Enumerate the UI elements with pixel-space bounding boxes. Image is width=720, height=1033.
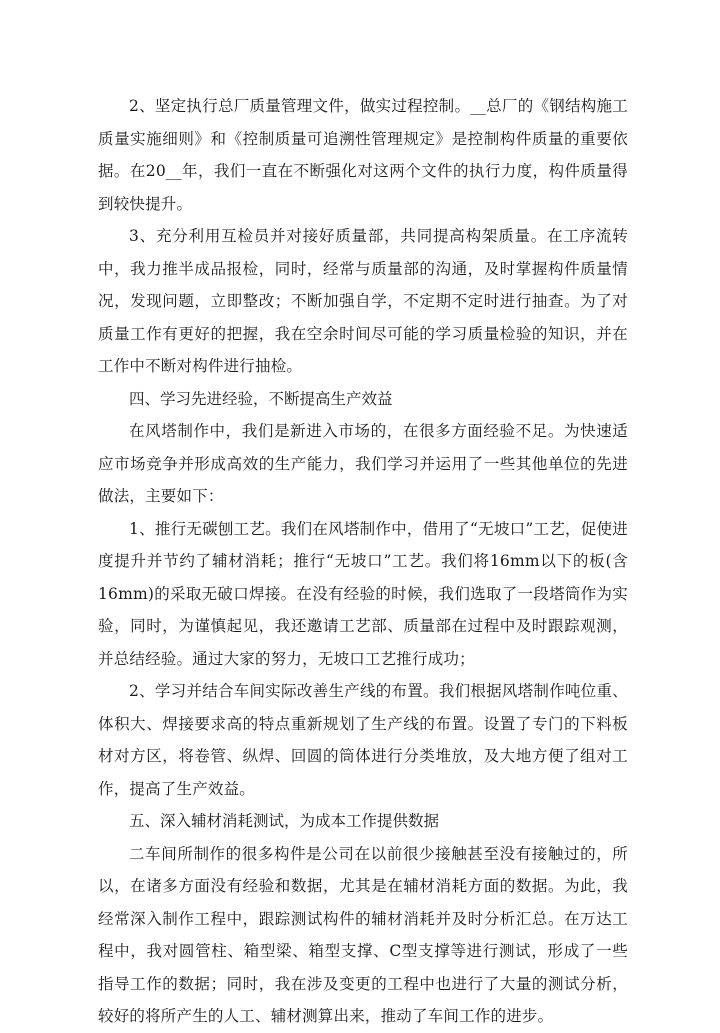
- document-body: [98, 90, 628, 1033]
- paragraph-wind-tower-intro: 在风塔制作中，我们是新进入市场的，在很多方面经验不足。为快速适应市场竞争并形成高效的生产能力，我们学习并运用了一些其他单位的先进做法，主要如下：: [98, 422, 628, 505]
- paragraph-no-groove-process: 1、推行无碳刨工艺。我们在风塔制作中，借用了“无坡口”工艺，促使进度提升并节约了辅材消耗；推行“无坡口”工艺。我们将16mm以下的板(含16mm)的采取无破口焊接。在没有经验的时候，我们选取了一段塔筒作为实验，同时，为谨慎起见，我还邀请工艺部、质量部在过程中及时跟踪观测，并总结经验。通过大家的努力，无坡口工艺推行成功；: [98, 519, 628, 668]
- paragraph-inspector-cooperation: 3、充分利用互检员并对接好质量部，共同提高构架质量。在工序流转中，我力推半成品报检，同时，经常与质量部的沟通，及时掌握构件质量情况，发现问题，立即整改；不断加强自学，不定期不定时进行抽查。为了对质量工作有更好的把握，我在空余时间尽可能的学习质量检验的知识，并在工作中不断对构件进行抽检。: [98, 227, 628, 375]
- section-heading-five: 五、深入辅材消耗测试，为成本工作提供数据: [129, 812, 440, 830]
- paragraph-quality-files: 2、坚定执行总厂质量管理文件，做实过程控制。__总厂的《钢结构施工质量实施细则》和《控制质量可追溯性管理规定》是控制构件质量的重要依据。在20__年，我们一直在不断强化对这两个文件的执行力度，构件质量得到较快提升。: [98, 97, 628, 213]
- paragraph-consumables-testing: 二车间所制作的很多构件是公司在以前很少接触甚至没有接触过的，所以，在诸多方面没有经验和数据，尤其是在辅材消耗方面的数据。为此，我经常深入制作工程中，跟踪测试构件的辅材消耗并及时分析汇总。在万达工程中，我对圆管柱、箱型梁、箱型支撑、C型支撑等进行测试，形成了一些指导工作的数据；同时，我在涉及变更的工程中也进行了大量的测试分析，较好的将所产生的人工、辅材测算出来，推动了车间工作的进步。: [98, 844, 628, 1025]
- section-heading-four: 四、学习先进经验，不断提高生产效益: [129, 389, 393, 408]
- paragraph-production-line: 2、学习并结合车间实际改善生产线的布置。我们根据风塔制作吨位重、体积大、焊接要求高的特点重新规划了生产线的布置。设置了专门的下料板材对方区，将卷管、纵焊、回圆的筒体进行分类堆放，及大地方便了组对工作，提高了生产效益。: [98, 682, 628, 798]
